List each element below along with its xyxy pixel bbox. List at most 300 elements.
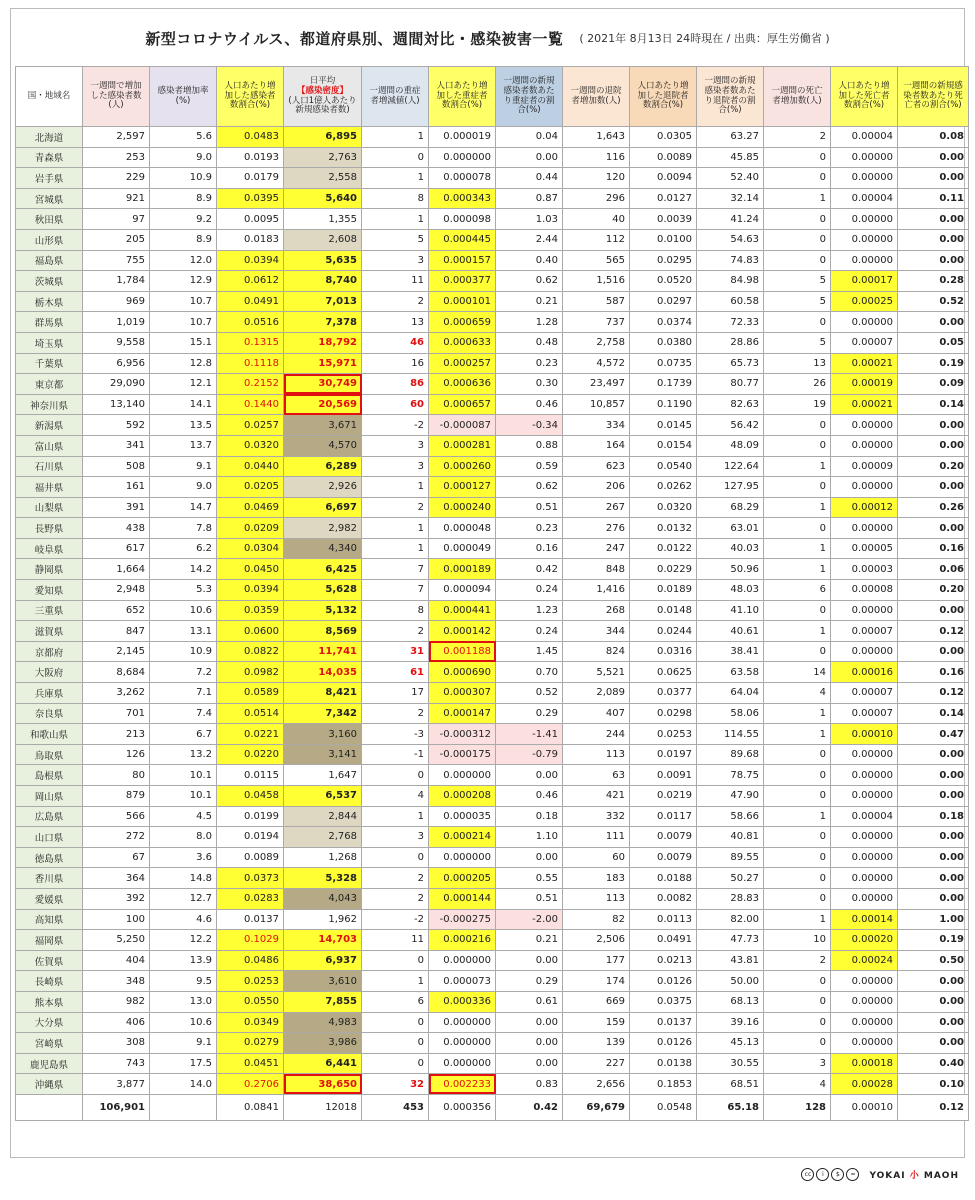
value-cell: 0.08 (898, 127, 969, 148)
value-cell: 17 (362, 683, 429, 704)
value-cell: 0.0295 (630, 250, 697, 271)
value-cell: 0.0375 (630, 991, 697, 1012)
value-cell: 364 (83, 868, 150, 889)
value-cell: 32.14 (697, 188, 764, 209)
value-cell: 0.0394 (217, 580, 284, 601)
value-cell: 0 (764, 600, 831, 621)
value-cell: 0.000101 (429, 291, 496, 312)
value-cell: 0.12 (898, 621, 969, 642)
value-cell: 0 (362, 147, 429, 168)
value-cell: 0.0450 (217, 559, 284, 580)
value-cell: 1 (764, 621, 831, 642)
value-cell: 0 (764, 415, 831, 436)
value-cell: 0.0089 (630, 147, 697, 168)
value-cell: 0.000216 (429, 930, 496, 951)
column-header-13: 一週間の新規感染者数あたり死亡者の割合(%) (898, 67, 969, 127)
value-cell: 47.90 (697, 786, 764, 807)
value-cell: 0.00 (496, 950, 563, 971)
table-row (16, 1053, 969, 1074)
table-row (16, 641, 969, 662)
value-cell: 344 (563, 621, 630, 642)
prefecture-cell: 大分県 (16, 1012, 83, 1033)
value-cell: 0.47 (898, 724, 969, 745)
value-cell: 3,877 (83, 1074, 150, 1095)
value-cell: 0.12 (898, 683, 969, 704)
table-row (16, 786, 969, 807)
table-row (16, 683, 969, 704)
column-header-0: 国・地域名 (16, 67, 83, 127)
value-cell: 0 (764, 1012, 831, 1033)
value-cell: 3 (764, 1053, 831, 1074)
value-cell: 0.00000 (831, 827, 898, 848)
value-cell: 5 (362, 229, 429, 250)
value-cell: 58.66 (697, 806, 764, 827)
value-cell: 14.0 (150, 1074, 217, 1095)
value-cell: 1,784 (83, 271, 150, 292)
value-cell: 0 (764, 827, 831, 848)
value-cell: 0.50 (898, 950, 969, 971)
value-cell: 2 (362, 497, 429, 518)
table-row (16, 1033, 969, 1054)
value-cell: 0.00 (898, 168, 969, 189)
value-cell: 0.00 (898, 147, 969, 168)
value-cell: 2,608 (284, 229, 362, 250)
value-cell: 14,703 (284, 930, 362, 951)
value-cell: 2.44 (496, 229, 563, 250)
value-cell: 0.2706 (217, 1074, 284, 1095)
value-cell: 0.00012 (831, 497, 898, 518)
value-cell: 0.0394 (217, 250, 284, 271)
value-cell: 3 (362, 827, 429, 848)
value-cell: 0.00000 (831, 765, 898, 786)
value-cell: 11,741 (284, 641, 362, 662)
value-cell: 82.00 (697, 909, 764, 930)
value-cell: 0 (764, 744, 831, 765)
value-cell: 10 (764, 930, 831, 951)
value-cell: 0.00000 (831, 415, 898, 436)
value-cell: 10.6 (150, 600, 217, 621)
value-cell: 9.5 (150, 971, 217, 992)
value-cell: 8,684 (83, 662, 150, 683)
value-cell: 701 (83, 703, 150, 724)
value-cell: 2 (362, 291, 429, 312)
value-cell: 0.0395 (217, 188, 284, 209)
value-cell: 8,740 (284, 271, 362, 292)
value-cell: 29,090 (83, 374, 150, 395)
value-cell: 0.00 (898, 312, 969, 333)
value-cell: 1,664 (83, 559, 150, 580)
value-cell: 2,558 (284, 168, 362, 189)
prefecture-cell (16, 1094, 83, 1120)
value-cell: 0.000000 (429, 1033, 496, 1054)
table-row (16, 415, 969, 436)
prefecture-cell: 千葉県 (16, 353, 83, 374)
value-cell: 0.0822 (217, 641, 284, 662)
value-cell: 78.75 (697, 765, 764, 786)
value-cell: 0.000127 (429, 477, 496, 498)
prefecture-cell: 山梨県 (16, 497, 83, 518)
value-cell: 5 (764, 291, 831, 312)
value-cell: 60 (563, 847, 630, 868)
table-row (16, 806, 969, 827)
value-cell: 13 (362, 312, 429, 333)
value-cell: 128 (764, 1094, 831, 1120)
table-row (16, 827, 969, 848)
table-row (16, 168, 969, 189)
value-cell: 0.000019 (429, 127, 496, 148)
value-cell: 0.00005 (831, 538, 898, 559)
table-row (16, 621, 969, 642)
page-title: 新型コロナウイルス、都道府県別、週間対比・感染被害一覧 (145, 29, 564, 48)
value-cell: 14,035 (284, 662, 362, 683)
value-cell: 0 (764, 888, 831, 909)
document-frame (10, 8, 965, 1158)
value-cell: 106,901 (83, 1094, 150, 1120)
value-cell: 13.0 (150, 991, 217, 1012)
value-cell: 0.00028 (831, 1074, 898, 1095)
value-cell: 0.0199 (217, 806, 284, 827)
table-row (16, 971, 969, 992)
value-cell: 89.55 (697, 847, 764, 868)
value-cell: 0.0145 (630, 415, 697, 436)
value-cell: 0.00 (898, 888, 969, 909)
value-cell: 6,937 (284, 950, 362, 971)
value-cell: 0.000073 (429, 971, 496, 992)
value-cell: 0.000657 (429, 394, 496, 415)
value-cell: 0.29 (496, 971, 563, 992)
value-cell: 72.33 (697, 312, 764, 333)
value-cell: 0.48 (496, 332, 563, 353)
value-cell: 0.52 (496, 683, 563, 704)
value-cell: 86 (362, 374, 429, 395)
value-cell: 0.000000 (429, 765, 496, 786)
value-cell: 8.9 (150, 229, 217, 250)
cc-license-icon: cc i $ = (801, 1168, 859, 1181)
value-cell: 0.0126 (630, 971, 697, 992)
prefecture-cell: 滋賀県 (16, 621, 83, 642)
title-row (11, 23, 964, 53)
value-cell: 0.2152 (217, 374, 284, 395)
table-row (16, 538, 969, 559)
value-cell: 112 (563, 229, 630, 250)
value-cell: 6,537 (284, 786, 362, 807)
value-cell: 348 (83, 971, 150, 992)
value-cell: 18,792 (284, 332, 362, 353)
column-header-5: 一週間の重症者増減値(人) (362, 67, 429, 127)
value-cell: 161 (83, 477, 150, 498)
value-cell: 0.000636 (429, 374, 496, 395)
table-row (16, 127, 969, 148)
value-cell: 5.6 (150, 127, 217, 148)
value-cell: 0.0320 (217, 435, 284, 456)
value-cell: 247 (563, 538, 630, 559)
value-cell: 2,948 (83, 580, 150, 601)
value-cell: 0 (764, 518, 831, 539)
value-cell: 5,628 (284, 580, 362, 601)
value-cell: 0.00008 (831, 580, 898, 601)
value-cell: 0 (362, 950, 429, 971)
value-cell: 60.58 (697, 291, 764, 312)
value-cell: 0.000659 (429, 312, 496, 333)
value-cell: 0.0122 (630, 538, 697, 559)
value-cell: 0.14 (898, 703, 969, 724)
value-cell: 5,132 (284, 600, 362, 621)
value-cell: 8,421 (284, 683, 362, 704)
value-cell: 9.0 (150, 147, 217, 168)
value-cell: 0 (764, 765, 831, 786)
value-cell: 0.00 (898, 415, 969, 436)
value-cell: 0.0548 (630, 1094, 697, 1120)
value-cell: 0.00004 (831, 806, 898, 827)
prefecture-cell: 宮城県 (16, 188, 83, 209)
value-cell: 0.000343 (429, 188, 496, 209)
value-cell: 0.00 (898, 641, 969, 662)
value-cell: 0.0219 (630, 786, 697, 807)
value-cell: 0.1315 (217, 332, 284, 353)
value-cell: 126 (83, 744, 150, 765)
value-cell: 89.68 (697, 744, 764, 765)
value-cell: 0.0220 (217, 744, 284, 765)
value-cell: 13.1 (150, 621, 217, 642)
value-cell: 0.00 (898, 971, 969, 992)
value-cell: 8.0 (150, 827, 217, 848)
value-cell: 68.13 (697, 991, 764, 1012)
value-cell: 7,855 (284, 991, 362, 1012)
value-cell: 0.20 (898, 580, 969, 601)
value-cell: 10.1 (150, 765, 217, 786)
prefecture-cell: 岐阜県 (16, 538, 83, 559)
value-cell: 7 (362, 559, 429, 580)
value-cell: 116 (563, 147, 630, 168)
table-row (16, 991, 969, 1012)
value-cell: 743 (83, 1053, 150, 1074)
value-cell: 2,597 (83, 127, 150, 148)
value-cell: 0 (764, 147, 831, 168)
value-cell: 0.00 (898, 827, 969, 848)
value-cell: 0.30 (496, 374, 563, 395)
value-cell: 183 (563, 868, 630, 889)
value-cell: 2,656 (563, 1074, 630, 1095)
table-row (16, 291, 969, 312)
value-cell: 0.00 (898, 786, 969, 807)
value-cell: 0.00 (496, 765, 563, 786)
value-cell: 0.00003 (831, 559, 898, 580)
value-cell: 0.0213 (630, 950, 697, 971)
value-cell: 0 (764, 477, 831, 498)
prefecture-cell: 鹿児島県 (16, 1053, 83, 1074)
value-cell: 3,610 (284, 971, 362, 992)
value-cell: 592 (83, 415, 150, 436)
value-cell: 6.7 (150, 724, 217, 745)
value-cell: 0.000048 (429, 518, 496, 539)
value-cell: 9.1 (150, 1033, 217, 1054)
value-cell: 0.00007 (831, 683, 898, 704)
value-cell: 0.87 (496, 188, 563, 209)
value-cell: 0.61 (496, 991, 563, 1012)
value-cell: 0.00 (496, 1033, 563, 1054)
value-cell: 0.0514 (217, 703, 284, 724)
prefecture-cell: 佐賀県 (16, 950, 83, 971)
value-cell: 0.14 (898, 394, 969, 415)
value-cell: 0.000157 (429, 250, 496, 271)
value-cell: 0 (362, 1012, 429, 1033)
table-row (16, 518, 969, 539)
value-cell: 3 (362, 250, 429, 271)
value-cell: 0.20 (898, 456, 969, 477)
value-cell: 0.00000 (831, 168, 898, 189)
prefecture-cell: 富山県 (16, 435, 83, 456)
table-row (16, 888, 969, 909)
value-cell: 0.0115 (217, 765, 284, 786)
value-cell: 0.42 (496, 1094, 563, 1120)
value-cell: 1,962 (284, 909, 362, 930)
value-cell: 0.000307 (429, 683, 496, 704)
value-cell: 566 (83, 806, 150, 827)
value-cell: 19 (764, 394, 831, 415)
value-cell: 1 (764, 559, 831, 580)
table-row (16, 271, 969, 292)
value-cell: 40.03 (697, 538, 764, 559)
table-row (16, 229, 969, 250)
column-header-4: 日平均 【感染密度】 (人口1億人あたり新規感染者数) (284, 67, 362, 127)
value-cell: 0.10 (898, 1074, 969, 1095)
value-cell: 0.0138 (630, 1053, 697, 1074)
value-cell: 406 (83, 1012, 150, 1033)
value-cell: 41.10 (697, 600, 764, 621)
value-cell: 5,635 (284, 250, 362, 271)
value-cell: 0.000147 (429, 703, 496, 724)
value-cell: 80 (83, 765, 150, 786)
value-cell: 10.6 (150, 1012, 217, 1033)
value-cell: 453 (362, 1094, 429, 1120)
value-cell: 921 (83, 188, 150, 209)
value-cell: 74.83 (697, 250, 764, 271)
value-cell: 308 (83, 1033, 150, 1054)
table-row (16, 950, 969, 971)
value-cell: 0.0297 (630, 291, 697, 312)
table-row (16, 868, 969, 889)
value-cell: 824 (563, 641, 630, 662)
value-cell: 0.0082 (630, 888, 697, 909)
value-cell: 30.55 (697, 1053, 764, 1074)
column-header-6: 人口あたり増加した重症者数割合(%) (429, 67, 496, 127)
value-cell: 0 (764, 435, 831, 456)
value-cell: 10.9 (150, 641, 217, 662)
value-cell: 43.81 (697, 950, 764, 971)
prefecture-cell: 島根県 (16, 765, 83, 786)
value-cell: 0.00 (898, 600, 969, 621)
value-cell: 4 (362, 786, 429, 807)
value-cell: 120 (563, 168, 630, 189)
value-cell: 13.7 (150, 435, 217, 456)
value-cell: 0.0440 (217, 456, 284, 477)
value-cell: 7.2 (150, 662, 217, 683)
value-cell: 227 (563, 1053, 630, 1074)
prefecture-cell: 静岡県 (16, 559, 83, 580)
value-cell: 0.00000 (831, 147, 898, 168)
prefecture-cell: 徳島県 (16, 847, 83, 868)
value-cell: 0.00018 (831, 1053, 898, 1074)
value-cell: 4.5 (150, 806, 217, 827)
value-cell: 5 (764, 332, 831, 353)
prefecture-cell: 青森県 (16, 147, 83, 168)
value-cell: 1.28 (496, 312, 563, 333)
value-cell: 1 (764, 703, 831, 724)
value-cell: 41.24 (697, 209, 764, 230)
value-cell: 0.0079 (630, 827, 697, 848)
value-cell: 14.2 (150, 559, 217, 580)
value-cell: 6.2 (150, 538, 217, 559)
value-cell: 12.8 (150, 353, 217, 374)
value-cell: 0.00000 (831, 971, 898, 992)
value-cell: 267 (563, 497, 630, 518)
value-cell: 1.03 (496, 209, 563, 230)
value-cell: 0.0380 (630, 332, 697, 353)
value-cell: 45.13 (697, 1033, 764, 1054)
value-cell: 0.0316 (630, 641, 697, 662)
value-cell: 1,516 (563, 271, 630, 292)
value-cell: -2 (362, 909, 429, 930)
value-cell: 0.000078 (429, 168, 496, 189)
value-cell: 13.5 (150, 415, 217, 436)
prefecture-cell: 香川県 (16, 868, 83, 889)
value-cell: 64.04 (697, 683, 764, 704)
value-cell: 0.0132 (630, 518, 697, 539)
value-cell: 60 (362, 394, 429, 415)
value-cell: 296 (563, 188, 630, 209)
value-cell: 0.00000 (831, 209, 898, 230)
value-cell: 0.52 (898, 291, 969, 312)
value-cell: 0.00024 (831, 950, 898, 971)
value-cell: 7 (362, 580, 429, 601)
value-cell: 0.62 (496, 477, 563, 498)
value-cell: 1,019 (83, 312, 150, 333)
value-cell: 28.83 (697, 888, 764, 909)
value-cell: 0 (764, 229, 831, 250)
value-cell: 0.00 (496, 847, 563, 868)
value-cell: 63.27 (697, 127, 764, 148)
value-cell: 13 (764, 353, 831, 374)
value-cell: 28.86 (697, 332, 764, 353)
value-cell: 40 (563, 209, 630, 230)
value-cell: 0.000000 (429, 1012, 496, 1033)
column-header-11: 一週間の死亡者増加数(人) (764, 67, 831, 127)
value-cell: -1 (362, 744, 429, 765)
value-cell: 82.63 (697, 394, 764, 415)
column-header-9: 人口あたり増加した退院者数割合(%) (630, 67, 697, 127)
value-cell: 0.0262 (630, 477, 697, 498)
value-cell: 1 (764, 538, 831, 559)
value-cell: 0.0298 (630, 703, 697, 724)
footer (801, 1168, 959, 1181)
value-cell: 0.19 (898, 930, 969, 951)
value-cell: 1 (764, 497, 831, 518)
prefecture-cell: 福岡県 (16, 930, 83, 951)
value-cell: 0.19 (898, 353, 969, 374)
value-cell: 0.00017 (831, 271, 898, 292)
value-cell: 0.0451 (217, 1053, 284, 1074)
value-cell: 0.00007 (831, 621, 898, 642)
value-cell: 0 (764, 847, 831, 868)
value-cell: 12.0 (150, 250, 217, 271)
value-cell: 3,262 (83, 683, 150, 704)
value-cell: 0 (764, 868, 831, 889)
value-cell: 1 (362, 971, 429, 992)
value-cell: 52.40 (697, 168, 764, 189)
value-cell: 68.51 (697, 1074, 764, 1095)
value-cell: 0.0612 (217, 271, 284, 292)
value-cell: 97 (83, 209, 150, 230)
